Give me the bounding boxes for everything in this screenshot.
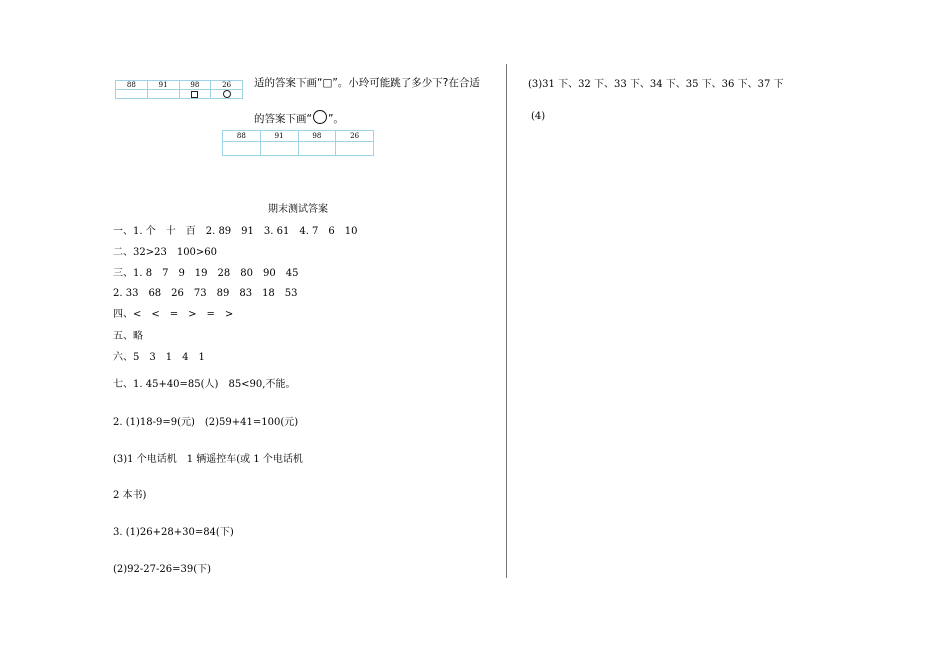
answer-line: 2 本书)	[113, 490, 147, 501]
table-cell	[116, 90, 148, 99]
column-divider	[506, 64, 507, 578]
table-cell	[223, 142, 261, 156]
table-cell: 88	[116, 81, 148, 90]
table-cell	[147, 90, 179, 99]
answer-line: 六、5 3 1 4 1	[113, 352, 205, 363]
table-cell	[179, 90, 211, 99]
table-cell: 26	[336, 131, 374, 142]
top-answer-table	[115, 80, 243, 99]
answer-table	[222, 130, 374, 156]
answer-line: 七、1. 45+40=85(人) 85<90,不能。	[113, 379, 296, 390]
answer-line: 四、< < = > = >	[113, 309, 234, 320]
instruction-line-1: 适的答案下画“□”。小玲可能跳了多少下?在合适	[254, 77, 480, 89]
answer-line: 五、略	[113, 331, 143, 342]
circle-icon	[313, 110, 327, 124]
table-cell: 26	[211, 81, 243, 90]
answer-line: 2. 33 68 26 73 89 83 18 53	[113, 288, 298, 299]
instruction-line-2-start: 的答案下画“	[254, 113, 312, 125]
instruction-line-2-end: ”。	[327, 113, 344, 125]
table-cell	[211, 90, 243, 99]
answer-line: 二、32>23 100>60	[113, 247, 218, 258]
table-cell	[298, 142, 336, 156]
table-cell	[260, 142, 298, 156]
instruction-line-2	[254, 110, 344, 126]
circle-mark-icon	[223, 90, 231, 98]
right-answer-line-1: (3)31 下、32 下、33 下、34 下、35 下、36 下、37 下	[528, 79, 784, 90]
table-cell: 88	[223, 131, 261, 142]
table-cell: 98	[179, 81, 211, 90]
square-mark-icon	[191, 91, 198, 98]
answer-line: 2. (1)18-9=9(元) (2)59+41=100(元)	[113, 417, 299, 428]
table-cell: 91	[260, 131, 298, 142]
answer-line: 三、1. 8 7 9 19 28 80 90 45	[113, 268, 299, 279]
answer-line: (2)92-27-26=39(下)	[113, 564, 212, 575]
answer-line: (3)1 个电话机 1 辆遥控车(或 1 个电话机	[113, 454, 303, 465]
table-cell: 91	[147, 81, 179, 90]
right-answer-line-2: (4)	[531, 111, 546, 122]
answer-line: 一、1. 个 十 百 2. 89 91 3. 61 4. 7 6 10	[113, 226, 358, 237]
table-cell	[336, 142, 374, 156]
section-title: 期末测试答案	[268, 204, 328, 215]
table-cell: 98	[298, 131, 336, 142]
answer-line: 3. (1)26+28+30=84(下)	[113, 527, 234, 538]
